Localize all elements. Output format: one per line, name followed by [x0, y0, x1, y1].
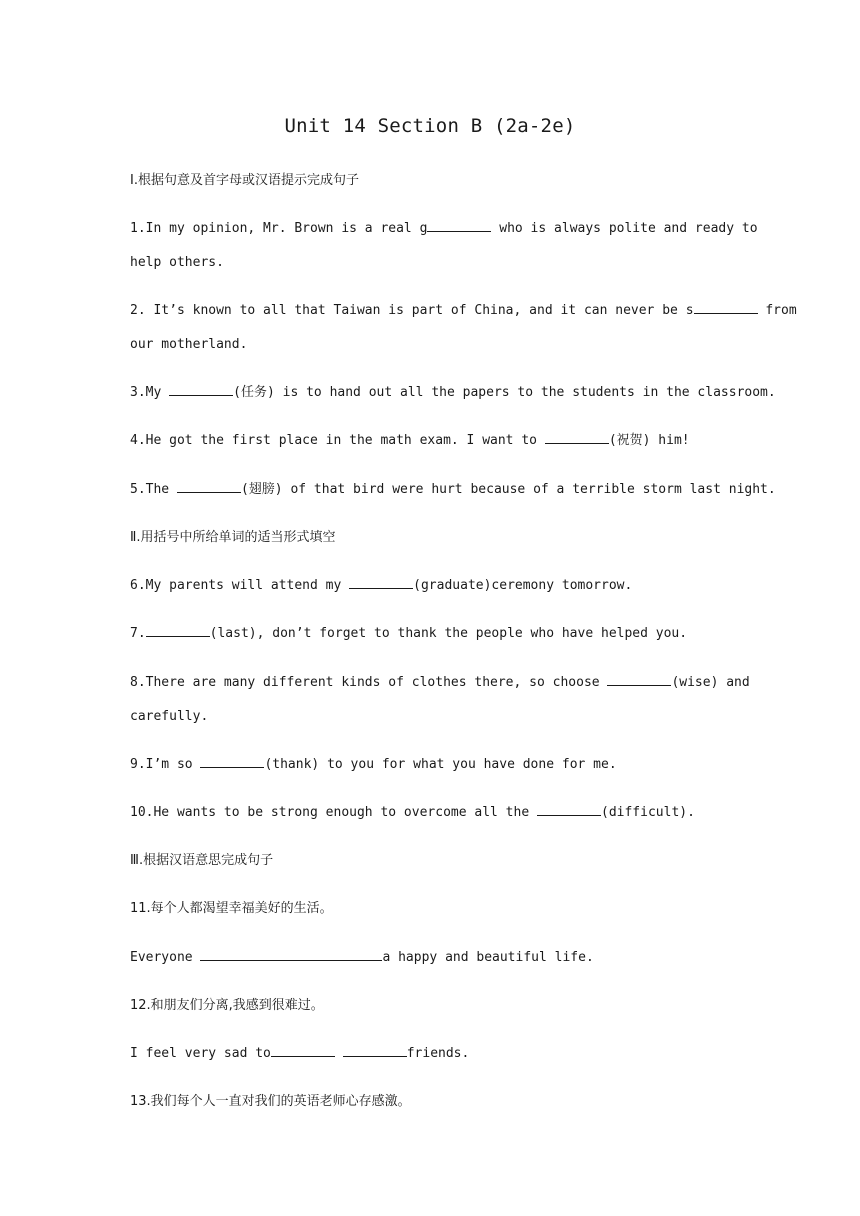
- question-7: [130, 624, 731, 644]
- question-3: [130, 383, 776, 403]
- question-11-text-b: a happy and beautiful life.: [382, 950, 594, 965]
- section-1-heading: Ⅰ.根据句意及首字母或汉语提示完成句子: [130, 173, 359, 188]
- question-9-text-a: 9.I’m so: [130, 757, 201, 772]
- page-title: Unit 14 Section B (2a-2e): [284, 115, 576, 137]
- question-6-blank[interactable]: [349, 576, 413, 589]
- question-7-text-a: 7.: [130, 626, 146, 641]
- question-4-text-b: (祝贺) him!: [608, 433, 690, 448]
- question-5-text-a: 5.The: [130, 482, 177, 497]
- question-4-text-a: 4.He got the first place in the math exam. I want to: [130, 433, 545, 448]
- question-10-text-a: 10.He wants to be strong enough to overcome all the: [130, 805, 537, 820]
- question-7-blank[interactable]: [146, 624, 210, 637]
- question-3-text-a: 3.My: [130, 385, 170, 400]
- question-4-blank[interactable]: [545, 431, 609, 444]
- section-2-heading: Ⅱ.用括号中所给单词的适当形式填空: [130, 530, 336, 545]
- question-6-text-b: (graduate)ceremony tomorrow.: [413, 578, 633, 593]
- question-7-text-b: (last), don’t forget to thank the people who have helped you.: [209, 626, 688, 641]
- question-5: [130, 480, 776, 500]
- question-11-chinese: 11.每个人都渴望幸福美好的生活。: [130, 901, 333, 916]
- question-12-english: [130, 1044, 731, 1064]
- question-5-text-b: (翅膀) of that bird were hurt because of a terrible storm last night.: [240, 482, 776, 497]
- question-9-text-b: (thank) to you for what you have done for me.: [264, 757, 617, 772]
- question-10-blank[interactable]: [537, 803, 601, 816]
- question-4: [130, 431, 731, 451]
- question-12-text-a: I feel very sad to: [130, 1046, 271, 1061]
- question-3-blank[interactable]: [169, 383, 233, 396]
- question-11-text-a: Everyone: [130, 950, 201, 965]
- question-9: [130, 755, 731, 775]
- question-1-blank[interactable]: [427, 219, 491, 232]
- question-9-blank[interactable]: [200, 755, 264, 768]
- question-12-blank-2[interactable]: [343, 1044, 407, 1057]
- question-10: [130, 803, 731, 823]
- question-3-text-b: (任务) is to hand out all the papers to the students in the classroom.: [233, 385, 776, 400]
- question-10-text-b: (difficult).: [601, 805, 695, 820]
- question-2-line-2: our motherland.: [130, 337, 248, 352]
- question-8-text-b: (wise) and: [671, 675, 750, 690]
- question-12-text-b: [335, 1046, 343, 1061]
- question-2-line-1: [130, 301, 797, 321]
- section-3-heading: Ⅲ.根据汉语意思完成句子: [130, 853, 274, 868]
- question-1-line-2: help others.: [130, 255, 224, 270]
- question-12-chinese: 12.和朋友们分离,我感到很难过。: [130, 998, 324, 1013]
- question-8-line-1: [130, 673, 750, 693]
- question-5-blank[interactable]: [177, 480, 241, 493]
- question-12-text-c: friends.: [406, 1046, 470, 1061]
- question-6: [130, 576, 731, 596]
- question-13-chinese: 13.我们每个人一直对我们的英语老师心存感激。: [130, 1094, 411, 1109]
- question-2-blank[interactable]: [694, 301, 758, 314]
- question-8-text-a: 8.There are many different kinds of clothes there, so choose: [130, 675, 608, 690]
- question-1-line-1: [130, 219, 758, 239]
- question-8-line-2: carefully.: [130, 709, 209, 724]
- question-2-text-a: 2. It’s known to all that Taiwan is part of China, and it can never be s: [130, 303, 694, 318]
- question-1-text-b: who is always polite and ready to: [491, 221, 758, 236]
- question-2-text-b: from: [757, 303, 797, 318]
- question-8-blank[interactable]: [607, 673, 671, 686]
- question-6-text-a: 6.My parents will attend my: [130, 578, 350, 593]
- question-11-blank[interactable]: [200, 948, 382, 961]
- question-12-blank-1[interactable]: [271, 1044, 335, 1057]
- question-1-text-a: 1.In my opinion, Mr. Brown is a real g: [130, 221, 428, 236]
- question-11-english: [130, 948, 731, 968]
